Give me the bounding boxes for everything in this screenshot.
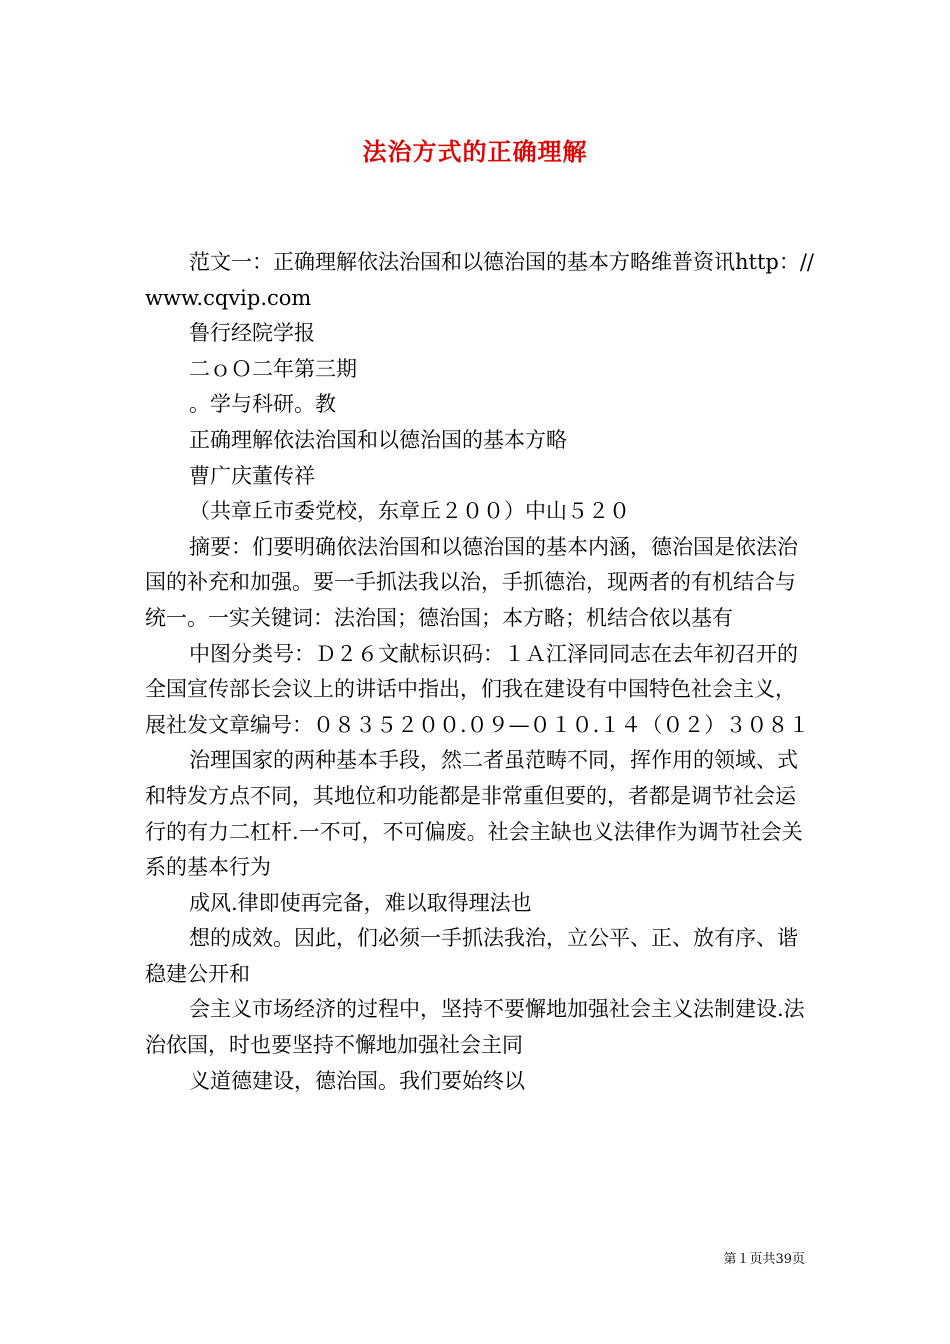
paragraph: 义道德建设，德治国。我们要始终以 xyxy=(189,1068,525,1093)
paragraph: 。学与科研。教 xyxy=(189,392,336,417)
paragraph: 想的成效。因此，们必须一手抓法我治，立公平、正、放有序、谐稳建公开和 xyxy=(145,926,798,986)
paragraph: 曹广庆董传祥 xyxy=(189,463,315,488)
page-number-footer: 第１页共39页 xyxy=(723,1252,805,1267)
paragraph: 正确理解依法治国和以德治国的基本方略 xyxy=(189,427,567,452)
paragraph: 范文一：正确理解依法治国和以德治国的基本方略维普资讯http：//www.cqvip.com xyxy=(145,250,814,310)
document-body xyxy=(145,245,815,1099)
paragraph: 治理国家的两种基本手段，然二者虽范畴不同，挥作用的领域、式和特发方点不同，其地位和功能都是非常重但要的，者都是调节社会运行的有力二杠杆.一不可，不可偏废。社会主缺也义法律作为调节社会关系的基本行为 xyxy=(145,748,803,880)
paragraph: （共章丘市委党校，东章丘２００）中山５２０ xyxy=(189,499,630,524)
paragraph: 二ｏＯ二年第三期 xyxy=(189,356,357,381)
paragraph: 会主义市场经济的过程中，坚持不要懈地加强社会主义法制建设.法治依国，时也要坚持不懈地加强社会主同 xyxy=(145,997,805,1058)
paragraph: 摘要：们要明确依法治国和以德治国的基本内涵，德治国是依法治国的补充和加强。要一手抓法我以治，手抓德治，现两者的有机结合与统一。一实关键词：法治国；德治国；本方略；机结合依以基有 xyxy=(145,534,798,630)
paragraph: 中图分类号：Ｄ２６文献标识码：１Ａ江泽同同志在去年初召开的全国宣传部长会议上的讲话中指出，们我在建设有中国特色社会主义，展社发文章编号：０８３５２００.０９—０１０.１４（０２）３０８１ xyxy=(145,641,810,737)
document-title: 法治方式的正确理解 xyxy=(362,137,588,166)
paragraph: 鲁行经院学报 xyxy=(189,321,315,346)
paragraph: 成风.律即使再完备，难以取得理法也 xyxy=(189,890,532,915)
